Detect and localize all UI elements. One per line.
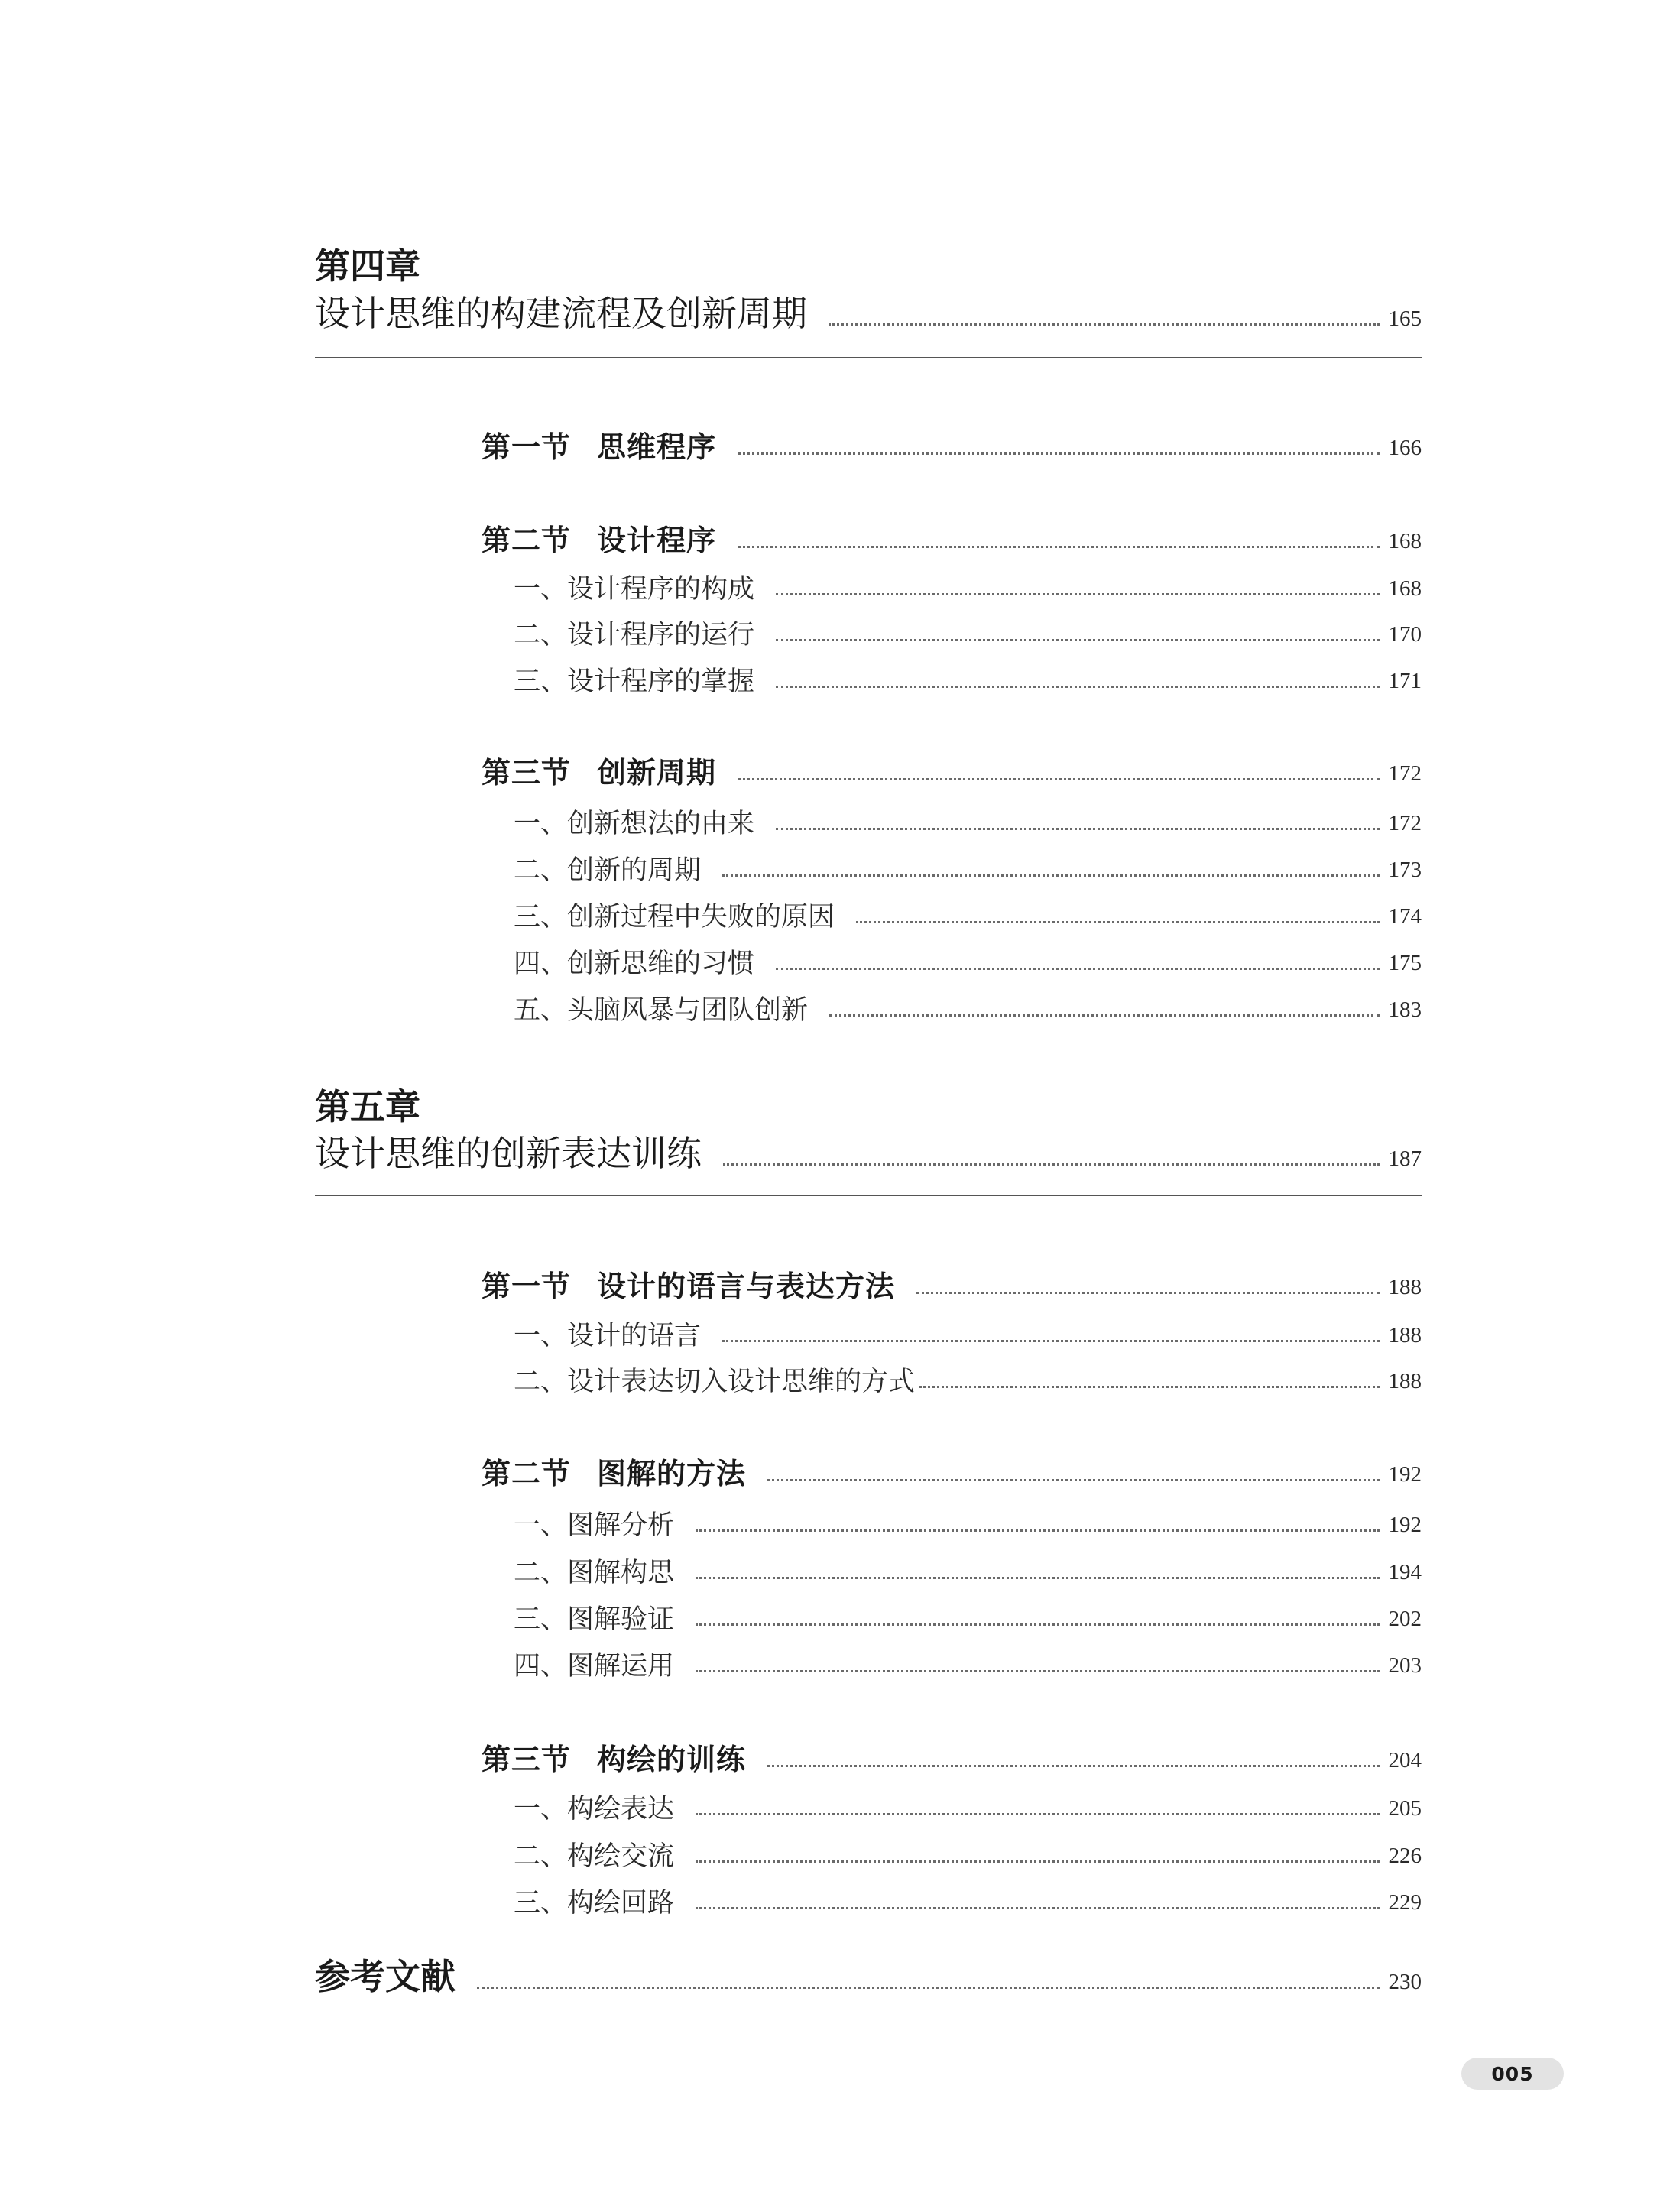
dot-leader bbox=[723, 1163, 1380, 1166]
page-number: 166 bbox=[1388, 436, 1422, 460]
toc-item-entry[interactable] bbox=[514, 1304, 1422, 1353]
page-number: 194 bbox=[1388, 1560, 1422, 1584]
item-title: 二、设计程序的运行 bbox=[514, 620, 755, 650]
dot-leader bbox=[696, 1907, 1379, 1909]
toc-section-entry[interactable] bbox=[482, 1443, 1422, 1492]
dot-leader bbox=[696, 1577, 1379, 1579]
page-number: 165 bbox=[1388, 307, 1422, 331]
section-label: 第一节 bbox=[482, 430, 572, 464]
toc-section-entry[interactable] bbox=[482, 1256, 1422, 1305]
toc-item-entry[interactable] bbox=[514, 932, 1422, 981]
page-number: 170 bbox=[1388, 622, 1422, 647]
page-number: 203 bbox=[1388, 1653, 1422, 1678]
dot-leader bbox=[738, 452, 1379, 455]
dot-leader bbox=[856, 921, 1379, 923]
toc-item-entry[interactable] bbox=[514, 1634, 1422, 1683]
dot-leader bbox=[919, 1386, 1379, 1388]
toc-section-entry[interactable] bbox=[482, 1729, 1422, 1778]
toc-item-entry[interactable] bbox=[514, 1588, 1422, 1636]
section-title bbox=[482, 423, 716, 465]
dot-leader bbox=[722, 1340, 1379, 1342]
page-number: 230 bbox=[1388, 1970, 1422, 1994]
folio-number: 005 bbox=[1491, 2062, 1534, 2085]
item-title: 三、构绘回路 bbox=[514, 1888, 675, 1918]
toc-item-entry[interactable] bbox=[514, 603, 1422, 652]
page-number: 172 bbox=[1388, 811, 1422, 835]
references-title: 参考文献 bbox=[315, 1956, 456, 1997]
page-number: 172 bbox=[1388, 761, 1422, 786]
dot-leader bbox=[738, 546, 1379, 548]
page-number: 229 bbox=[1388, 1890, 1422, 1915]
toc-chapter-entry[interactable] bbox=[315, 1127, 1422, 1176]
item-title: 三、图解验证 bbox=[514, 1604, 675, 1635]
page-number: 175 bbox=[1388, 951, 1422, 975]
dot-leader bbox=[829, 1014, 1379, 1017]
item-title: 三、创新过程中失败的原因 bbox=[514, 902, 835, 932]
toc-item-entry[interactable] bbox=[514, 1350, 1422, 1399]
page-number: 168 bbox=[1388, 529, 1422, 553]
page-number: 187 bbox=[1388, 1147, 1422, 1171]
toc-item-entry[interactable] bbox=[514, 1541, 1422, 1590]
dot-leader bbox=[738, 778, 1379, 780]
toc-item-entry[interactable] bbox=[514, 1494, 1422, 1542]
page-number: 204 bbox=[1388, 1748, 1422, 1773]
item-title: 一、图解分析 bbox=[514, 1510, 675, 1541]
toc-chapter-entry[interactable] bbox=[315, 287, 1422, 336]
toc-item-entry[interactable] bbox=[514, 1777, 1422, 1826]
page-number: 188 bbox=[1388, 1369, 1422, 1393]
page-number: 188 bbox=[1388, 1275, 1422, 1299]
toc-section-entry[interactable] bbox=[482, 417, 1422, 465]
item-title: 一、构绘表达 bbox=[514, 1794, 675, 1824]
dot-leader bbox=[696, 1670, 1379, 1672]
section-label: 第一节 bbox=[482, 1269, 572, 1303]
section-name: 构绘的训练 bbox=[597, 1742, 747, 1776]
item-title: 四、创新思维的习惯 bbox=[514, 949, 755, 979]
item-title: 一、设计的语言 bbox=[514, 1321, 702, 1351]
chapter-divider bbox=[315, 357, 1422, 358]
dot-leader bbox=[696, 1860, 1379, 1863]
dot-leader bbox=[696, 1813, 1379, 1815]
toc-item-entry[interactable] bbox=[514, 885, 1422, 934]
section-title bbox=[482, 749, 716, 791]
toc-item-entry[interactable] bbox=[514, 650, 1422, 699]
page-number: 173 bbox=[1388, 858, 1422, 882]
dot-leader bbox=[767, 1479, 1379, 1481]
dot-leader bbox=[722, 874, 1379, 877]
section-title bbox=[482, 517, 716, 559]
section-name: 创新周期 bbox=[597, 755, 717, 790]
chapter-title: 设计思维的创新表达训练 bbox=[315, 1133, 702, 1174]
item-title: 五、头脑风暴与团队创新 bbox=[514, 995, 809, 1026]
section-name: 设计的语言与表达方法 bbox=[597, 1269, 896, 1303]
chapter-label: 第五章 bbox=[315, 1086, 420, 1127]
section-name: 图解的方法 bbox=[597, 1456, 747, 1490]
dot-leader bbox=[776, 968, 1379, 970]
section-title bbox=[482, 1450, 746, 1492]
toc-section-entry[interactable] bbox=[482, 742, 1422, 791]
dot-leader bbox=[477, 1987, 1380, 1989]
item-title: 三、设计程序的掌握 bbox=[514, 667, 755, 697]
item-title: 一、设计程序的构成 bbox=[514, 574, 755, 605]
chapter-divider bbox=[315, 1195, 1422, 1196]
item-title: 二、设计表达切入设计思维的方式 bbox=[514, 1367, 916, 1397]
toc-references-entry[interactable] bbox=[315, 1951, 1422, 2000]
dot-leader bbox=[776, 828, 1379, 830]
section-title bbox=[482, 1736, 746, 1778]
toc-item-entry[interactable] bbox=[514, 978, 1422, 1027]
section-label: 第二节 bbox=[482, 523, 572, 557]
dot-leader bbox=[767, 1765, 1379, 1767]
page-number: 192 bbox=[1388, 1462, 1422, 1487]
toc-item-entry[interactable] bbox=[514, 1824, 1422, 1873]
section-label: 第三节 bbox=[482, 1742, 572, 1776]
chapter-label: 第四章 bbox=[315, 245, 420, 287]
section-label: 第三节 bbox=[482, 755, 572, 790]
toc-section-entry[interactable] bbox=[482, 510, 1422, 559]
page-number-badge bbox=[1461, 2058, 1564, 2090]
item-title: 四、图解运用 bbox=[514, 1651, 675, 1682]
page-number: 205 bbox=[1388, 1796, 1422, 1821]
toc-item-entry[interactable] bbox=[514, 792, 1422, 841]
toc-item-entry[interactable] bbox=[514, 1871, 1422, 1920]
page-number: 226 bbox=[1388, 1844, 1422, 1868]
toc-item-entry[interactable] bbox=[514, 557, 1422, 606]
chapter-title: 设计思维的构建流程及创新周期 bbox=[315, 293, 807, 334]
section-name: 设计程序 bbox=[597, 523, 717, 557]
page-number: 192 bbox=[1388, 1513, 1422, 1537]
dot-leader bbox=[696, 1623, 1379, 1626]
section-label: 第二节 bbox=[482, 1456, 572, 1490]
item-title: 二、图解构思 bbox=[514, 1558, 675, 1588]
dot-leader bbox=[916, 1292, 1379, 1294]
page-number: 188 bbox=[1388, 1323, 1422, 1348]
page-number: 171 bbox=[1388, 669, 1422, 693]
item-title: 二、构绘交流 bbox=[514, 1841, 675, 1872]
page-number: 174 bbox=[1388, 904, 1422, 929]
section-title bbox=[482, 1263, 895, 1305]
dot-leader bbox=[776, 639, 1379, 641]
dot-leader bbox=[776, 593, 1379, 595]
toc-item-entry[interactable] bbox=[514, 838, 1422, 887]
page-number: 202 bbox=[1388, 1607, 1422, 1631]
dot-leader bbox=[776, 686, 1379, 688]
page-number: 168 bbox=[1388, 576, 1422, 601]
item-title: 一、创新想法的由来 bbox=[514, 809, 755, 839]
item-title: 二、创新的周期 bbox=[514, 855, 702, 886]
section-name: 思维程序 bbox=[597, 430, 717, 464]
dot-leader bbox=[696, 1529, 1379, 1532]
page-number: 183 bbox=[1388, 997, 1422, 1022]
dot-leader bbox=[829, 323, 1380, 326]
